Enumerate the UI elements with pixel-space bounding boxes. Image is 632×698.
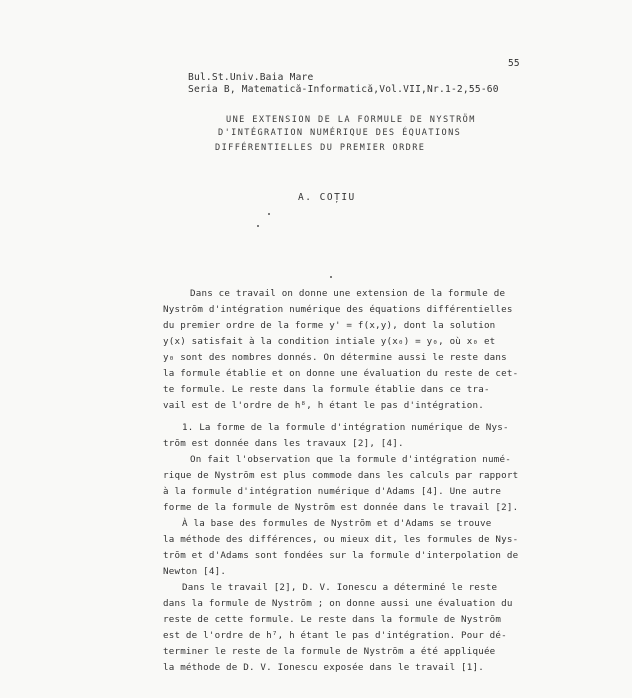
citation-line-1: Bul.St.Univ.Baia Mare: [188, 72, 314, 83]
section1-line: dans la formule de Nystrōm ; on donne aussi une évaluation du: [163, 598, 513, 609]
section1-line: trōm et d'Adams sont fondées sur la formule d'interpolation de: [163, 550, 519, 561]
abstract-line: Nystrōm d'intégration numérique des équations différentielles: [163, 304, 513, 315]
abstract-line: du premier ordre de la forme y' = f(x,y), dont la solution: [163, 320, 496, 331]
section1-line: reste de cette formule. Le reste dans la formule de Nystrōm: [163, 614, 502, 625]
abstract-line: te formule. Le reste dans la formule établie dans ce tra-: [163, 384, 490, 395]
abstract-line: y(x) satisfait à la condition intiale y(x₀) = y₀, où x₀ et: [163, 336, 496, 347]
abstract-line: y₀ sont des nombres donnés. On détermine aussi le reste dans: [163, 352, 507, 363]
section1-line: à la formule d'intégration numérique d'Adams [4]. Une autre: [163, 486, 502, 497]
section1-line: la méthode des différences, ou mieux dit, les formules de Nys-: [163, 534, 519, 545]
section1-line: trōm est donnée dans les travaux [2], [4].: [163, 438, 404, 449]
scan-speck: [257, 225, 259, 227]
abstract-line: vail est de l'ordre de h⁸, h étant le pas d'intégration.: [163, 400, 484, 411]
section1-line: terminer le reste de la formule de Nystrōm a été appliquée: [163, 646, 496, 657]
section1-line: Dans le travail [2], D. V. Ionescu a déterminé le reste: [182, 582, 498, 593]
citation-line-2: Seria B, Matematică-Informatică,Vol.VII,Nr.1-2,55-60: [188, 84, 499, 95]
page-number: 55: [508, 58, 520, 69]
section1-line: rique de Nystrōm est plus commode dans les calculs par rapport: [163, 470, 519, 481]
author-name: A. COȚIU: [298, 192, 356, 203]
title-line-1: UNE EXTENSION DE LA FORMULE DE NYSTRÖM: [226, 115, 476, 125]
section1-line: est de l'ordre de h⁷, h étant le pas d'intégration. Pour dé-: [163, 630, 507, 641]
abstract-line: Dans ce travail on donne une extension de la formule de: [190, 288, 506, 299]
scan-speck: [330, 276, 332, 278]
section1-line: On fait l'observation que la formule d'intégration numé-: [190, 454, 511, 465]
abstract-line: la formule établie et on donne une évaluation du reste de cet-: [163, 368, 519, 379]
section1-line: forme de la formule de Nystrōm est donnée dans le travail [2].: [163, 502, 519, 513]
title-line-2: D'INTÉGRATION NUMÉRIQUE DES ÉQUATIONS: [218, 128, 462, 138]
scan-speck: [268, 213, 270, 215]
section1-line: la méthode de D. V. Ionescu exposée dans le travail [1].: [163, 662, 484, 673]
section1-line: Newton [4].: [163, 566, 227, 577]
section1-line: À la base des formules de Nystrōm et d'Adams se trouve: [182, 518, 492, 529]
section1-line: 1. La forme de la formule d'intégration numérique de Nys-: [182, 422, 509, 433]
title-line-3: DIFFÉRENTIELLES DU PREMIER ORDRE: [215, 143, 426, 153]
